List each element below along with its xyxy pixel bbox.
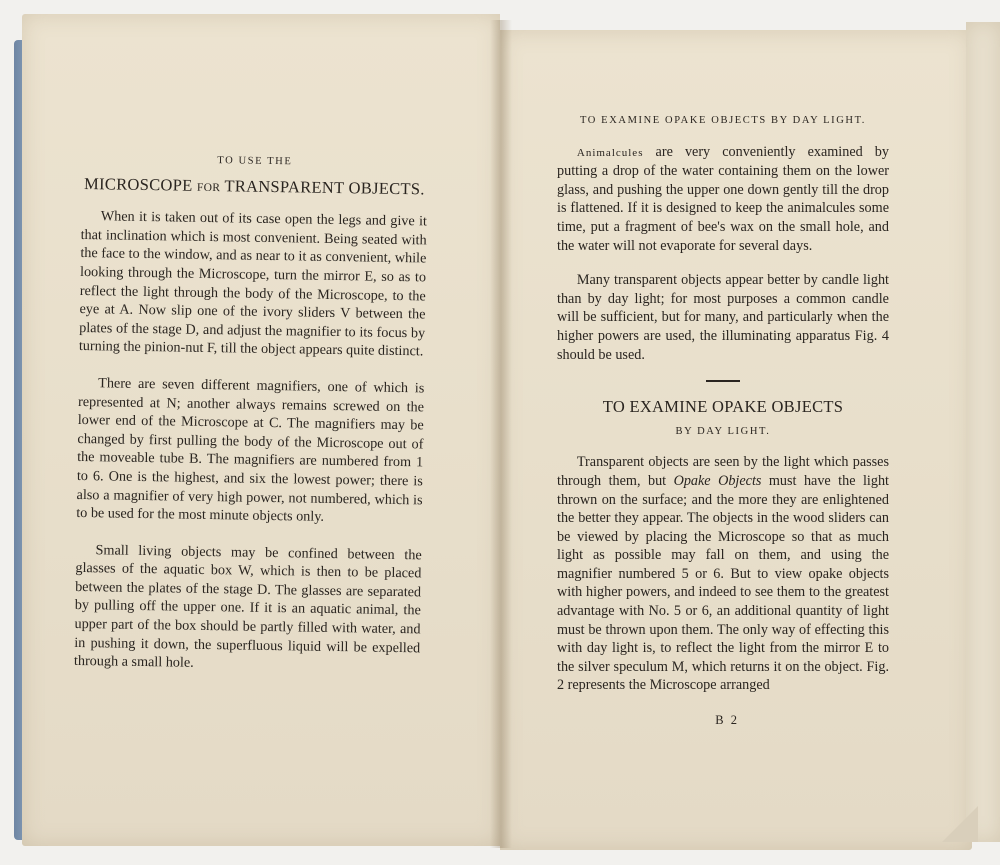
right-paragraph-1: [557, 143, 889, 256]
signature-mark: B 2: [715, 713, 739, 728]
left-page-text: [74, 150, 428, 676]
left-paragraph-3: Small living objects may be confined between the glasses of the aquatic box W, which is then to be placed between the plates of the stage D. The glasses are separated by pulling off the upper one. If it is an aquatic animal, the upper part of the box should be partly filled with water, and in pushing it down, the superfluous liquid will be expelled through a small hole.: [73, 541, 422, 672]
paragraph-1-body: are very conveniently examined by putting a drop of the water containing them on the lower glass, and pushing the upper one down gently till the drop is flattened. If it is designed to keep the animalcules some time, put a fragment of bee's wax on the small hole, and the water will not evaporate for several days.: [557, 143, 889, 254]
section-heading: TO EXAMINE OPAKE OBJECTS: [602, 397, 844, 417]
section-divider-rule: [706, 380, 740, 382]
next-page-edge: [966, 22, 1000, 842]
heading-part2: TRANSPARENT OBJECTS.: [224, 175, 425, 198]
right-page-text: [557, 112, 889, 730]
page-corner-fold: [942, 806, 978, 842]
heading-part1: MICROSCOPE: [83, 173, 193, 195]
section-subheading: BY DAY LIGHT.: [675, 425, 771, 437]
running-head: TO EXAMINE OPAKE OBJECTS BY DAY LIGHT.: [579, 115, 867, 126]
paragraph-lead-word: Animalcules: [576, 146, 644, 159]
right-paragraph-3: [557, 453, 889, 695]
left-paragraph-1: When it is taken out of its case open the legs and give it that inclination which is most convenient. Being seated with the face to the window, and as near to it as convenient, while looking through the Microscope, turn the mirror E, so as to reflect the light through the body of the Microscope, to the eye at A. Now slip one of the ivory sliders V between the plates of the stage D, and adjust the magnifier to its focus by turning the pinion-nut F, till the object appears quite distinct.: [78, 208, 428, 360]
paragraph-3-before: Transparent objects are seen by the light which passes through them, but: [557, 454, 889, 489]
book-gutter: [490, 20, 512, 848]
heading-connector: FOR: [196, 181, 221, 194]
paragraph-3-italic: Opake Objects: [673, 472, 762, 489]
left-paragraph-2: There are seven different magnifiers, one of which is represented at N; another always remains screwed on the lower end of the Microscope at C. The magnifiers may be changed by first pulling the body of the Microscope out of the moveable tube B. The magnifiers are numbered from 1 to 6. One is the highest, and six the lowest power; there is also a magnifier of very high power, not numbered, which is to be used for the most minute objects only.: [76, 375, 425, 525]
right-paragraph-2: Many transparent objects appear better by candle light than by day light; for most purposes a common candle will be sufficient, but for many, and particularly when the higher powers are used, the illuminating apparatus Fig. 4 should be used.: [557, 272, 889, 363]
left-heading-small: TO USE THE: [217, 155, 293, 168]
paragraph-3-after: must have the light thrown on the surface; and the more they are enlightened the better they appear. The objects in the wood sliders can be viewed by placing the Microscope so that as much light as possible may fall on them, and using the magnifier numbered 5 or 6. But to view opake objects with higher powers, and indeed to see them to the greatest advantage with No. 5 or 6, an additional quantity of light must be thrown upon them. The only way of effecting this with day light is, to reflect the light from the mirror E to the silver speculum M, which returns it on the object. Fig. 2 represents the Microscope arranged: [557, 472, 889, 694]
left-heading-main: [81, 175, 427, 201]
